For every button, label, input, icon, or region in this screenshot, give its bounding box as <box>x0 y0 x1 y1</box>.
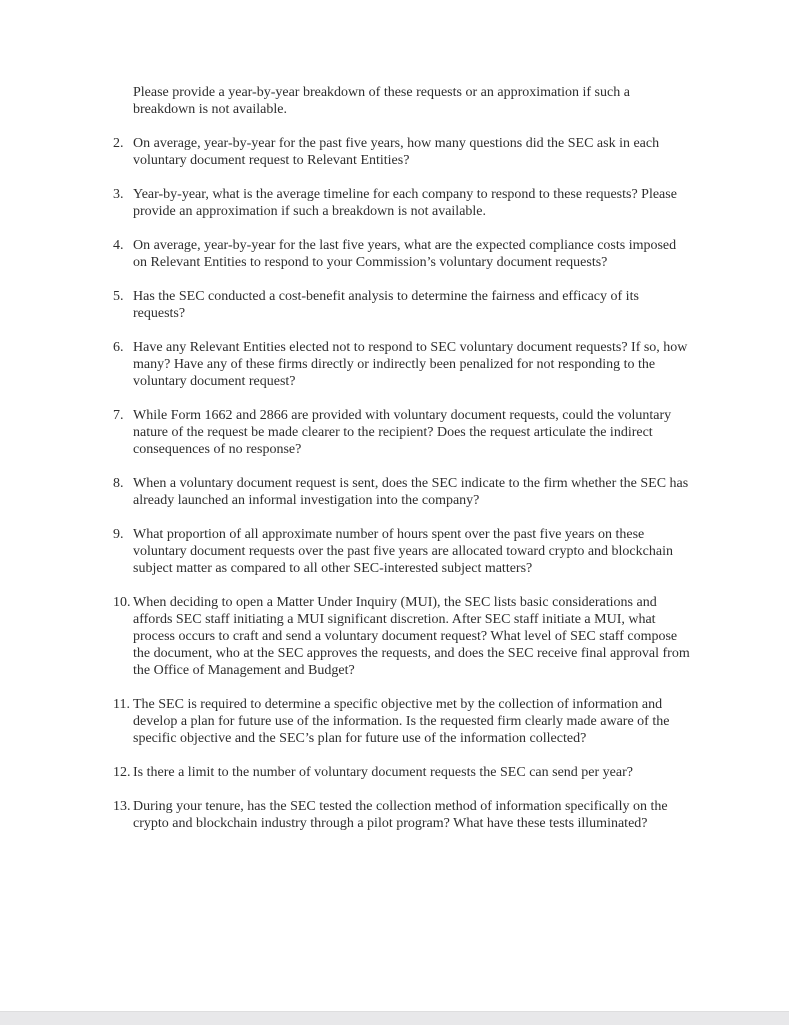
question-text: Has the SEC conducted a cost-benefit analysis to determine the fairness and efficacy of its requests? <box>133 289 639 321</box>
question-text: What proportion of all approximate number of hours spent over the past five years on these voluntary document requests over the past five years are allocated toward crypto and blockchain subject matter as compared to all other SEC-interested subject matters? <box>133 527 673 576</box>
question-number: 2. <box>113 136 124 151</box>
question-item <box>113 798 691 832</box>
question-item <box>113 186 691 220</box>
question-text: On average, year-by-year for the past five years, how many questions did the SEC ask in each voluntary document request to Relevant Entities? <box>133 136 660 168</box>
document-content <box>113 84 691 849</box>
question-item <box>113 135 691 169</box>
question-number: 13. <box>113 799 131 814</box>
question-number: 4. <box>113 238 124 253</box>
question-text: When a voluntary document request is sent, does the SEC indicate to the firm whether the SEC has already launched an informal investigation into the company? <box>133 476 689 508</box>
question-item <box>113 696 691 747</box>
question-number: 7. <box>113 408 124 423</box>
question-item <box>113 237 691 271</box>
question-text: The SEC is required to determine a specific objective met by the collection of information and develop a plan for future use of the information. Is the requested firm clearly made aware of the specific objective and the SEC’s plan for future use of the information collected? <box>133 697 670 746</box>
question-text: When deciding to open a Matter Under Inquiry (MUI), the SEC lists basic considerations and affords SEC staff initiating a MUI significant discretion. After SEC staff initiate a MUI, what process occurs to craft and send a voluntary document request? What level of SEC staff compose the document, who at the SEC approves the requests, and does the SEC receive final approval from the Office of Management and Budget? <box>133 595 690 678</box>
question-text: On average, year-by-year for the last five years, what are the expected compliance costs imposed on Relevant Entities to respond to your Commission’s voluntary document requests? <box>133 238 677 270</box>
question-item <box>113 407 691 458</box>
question-item <box>113 526 691 577</box>
intro-continuation-paragraph: Please provide a year-by-year breakdown of these requests or an approximation if such a breakdown is not available. <box>133 85 630 117</box>
question-text: Is there a limit to the number of voluntary document requests the SEC can send per year? <box>133 765 633 780</box>
question-item <box>113 594 691 679</box>
question-item <box>113 339 691 390</box>
question-item <box>113 475 691 509</box>
question-text: During your tenure, has the SEC tested the collection method of information specifically on the crypto and blockchain industry through a pilot program? What have these tests illuminated? <box>133 799 668 831</box>
question-number: 6. <box>113 340 124 355</box>
page-bottom-bar <box>0 1011 789 1025</box>
question-number: 11. <box>113 697 130 712</box>
question-text: Have any Relevant Entities elected not to respond to SEC voluntary document requests? If so, how many? Have any of these firms directly or indirectly been penalized for not responding to the voluntary document request? <box>133 340 688 389</box>
question-number: 12. <box>113 765 131 780</box>
question-number: 9. <box>113 527 124 542</box>
question-number: 10. <box>113 595 131 610</box>
question-number: 3. <box>113 187 124 202</box>
question-list <box>113 135 691 832</box>
question-text: Year-by-year, what is the average timeline for each company to respond to these requests? Please provide an approximation if such a breakdown is not available. <box>133 187 677 219</box>
question-item <box>113 288 691 322</box>
question-number: 8. <box>113 476 124 491</box>
question-number: 5. <box>113 289 124 304</box>
question-item <box>113 764 691 781</box>
question-text: While Form 1662 and 2866 are provided with voluntary document requests, could the voluntary nature of the request be made clearer to the recipient? Does the request articulate the indirect consequences of no response? <box>133 408 672 457</box>
